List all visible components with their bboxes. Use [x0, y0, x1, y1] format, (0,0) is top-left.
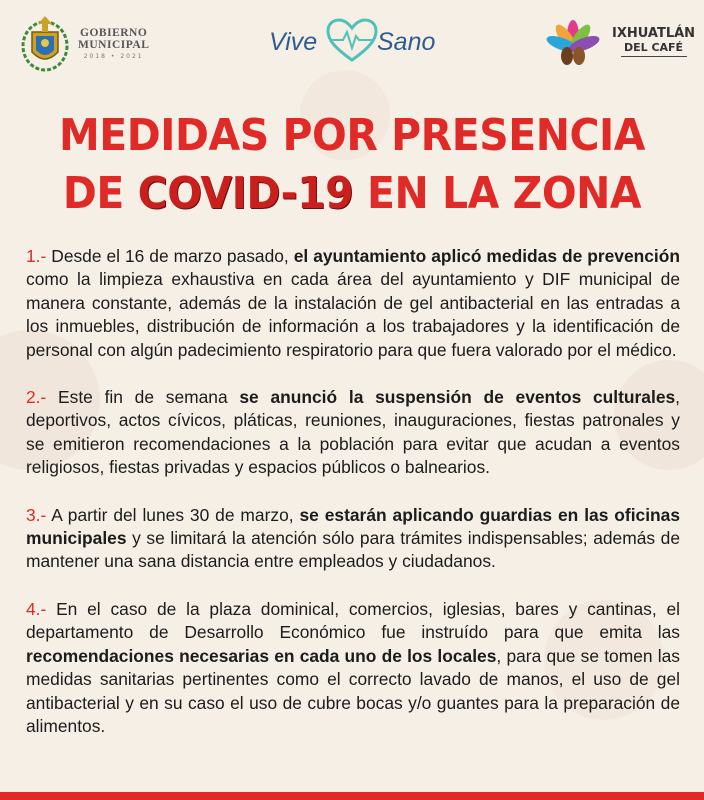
gov-line1: GOBIERNO — [80, 26, 148, 39]
item-text: , para que se tomen las medidas sanitarias pertinentes como el correcto lavado de manos, el uso de gel antibacterial y en su caso el uso de cubre bocas y/o guantes para la preparación de alimentos. — [26, 645, 680, 736]
coffee-flower-icon — [540, 14, 606, 72]
gov-line2: MUNICIPAL — [78, 38, 150, 51]
page-header — [0, 0, 704, 90]
title-line1: MEDIDAS POR PRESENCIA — [58, 110, 646, 161]
measures-list — [26, 245, 680, 738]
item-text: En el caso de la plaza dominical, comercios, iglesias, bares y cantinas, el departamento de Desarrollo Económico fue instruído para que emita las — [26, 598, 680, 643]
item-bold-text: el ayuntamiento aplicó medidas de prevención — [293, 246, 680, 266]
item-bold-text: se estarán aplicando guardias en las oficinas municipales — [26, 504, 681, 549]
vive-word: Vive — [269, 28, 318, 56]
item-number: 4.- — [26, 598, 47, 619]
divider — [621, 56, 687, 57]
measure-item-1 — [26, 245, 680, 362]
item-bold-text: recomendaciones necesarias en cada uno de los locales — [26, 645, 497, 666]
heart-pulse-icon — [325, 18, 379, 64]
item-text: , deportivos, actos cívicos, pláticas, reuniones, inauguraciones, fiestas patronales y se emitieron recomendaciones a la población para evitar que acudan a eventos religiosos, fiestas privadas y espacios públicos o balnearios. — [26, 387, 681, 478]
measure-item-2 — [26, 386, 680, 480]
item-text: Desde el 16 de marzo pasado, — [46, 246, 294, 266]
municipal-shield-icon — [20, 12, 70, 74]
title-covid-highlight: COVID-19 — [137, 168, 354, 219]
ixhuatlan-logo — [540, 14, 695, 72]
item-number: 3.- — [26, 504, 47, 525]
sano-word: Sano — [377, 28, 436, 56]
item-number: 1.- — [26, 246, 47, 266]
item-text: Este fin de semana — [46, 387, 240, 408]
item-number: 2.- — [26, 387, 47, 408]
gov-years: 2018 • 2021 — [83, 52, 144, 60]
title-line2-prefix: DE — [62, 168, 138, 219]
item-text: como la limpieza exhaustiva en cada área del ayuntamiento y DIF municipal de manera constante, además de la instalación de gel antibacterial en las entradas a los inmuebles, distribución de información a los trabajadores y la identificación de personal con algún padecimiento respiratorio para que fuera valorado por el médico. — [26, 269, 680, 360]
item-bold-text: se anunció la suspensión de eventos culturales — [239, 387, 676, 408]
vive-sano-logo — [265, 18, 445, 68]
measure-item-4 — [26, 598, 680, 738]
title-line2-suffix: EN LA ZONA — [353, 168, 642, 219]
measure-item-3 — [26, 504, 680, 574]
gobierno-municipal-logo — [20, 12, 149, 74]
ixhuatlan-line2: DEL CAFÉ — [623, 41, 684, 54]
ixhuatlan-line1: IXHUATLÁN — [612, 26, 696, 41]
page-title — [25, 107, 680, 223]
bottom-accent-bar — [0, 792, 704, 800]
item-text: A partir del lunes 30 de marzo, — [46, 504, 300, 525]
item-text: y se limitará la atención sólo para trámites indispensables; además de mantener una sana distancia entre empleados y ciudadanos. — [26, 528, 680, 572]
